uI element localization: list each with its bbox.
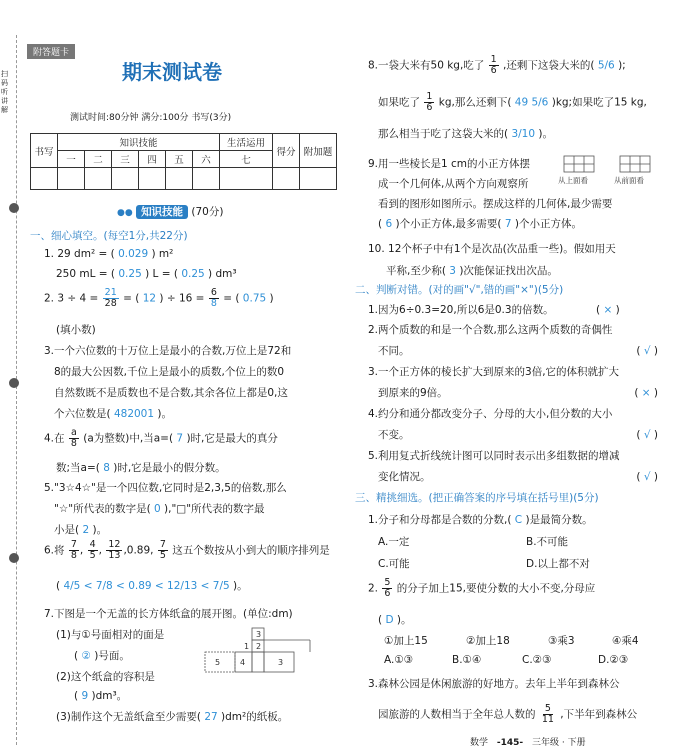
judge-answer[interactable]: ( √ ) [636, 345, 658, 357]
net-label: 5 [215, 658, 221, 667]
section-points: (70分) [191, 206, 224, 218]
q1-a: 1. 29 dm² = ( 0.029 ) m² [44, 248, 174, 260]
q6-answer: ( 4/5 < 7/8 < 0.89 < 12/13 < 7/5 )。 [56, 580, 248, 592]
section-label: 知识技能 [136, 205, 188, 219]
fig-caption-top: 从上面看 [558, 176, 588, 185]
group-knowledge: 知识技能 [58, 134, 220, 151]
judge-item: 2.两个质数的和是一个合数,那么这两个质数的奇偶性 不同。 ( √ ) [368, 320, 658, 362]
blank-cell[interactable] [220, 168, 273, 190]
c2-option-b[interactable]: B.①④ [452, 654, 482, 666]
footer-subject: 数学 [470, 738, 489, 748]
q4-line2: 数;当a=( 8 )时,它是最小的假分数。 [56, 462, 226, 474]
c2-sub-3: ③乘3 [548, 635, 575, 647]
score-table [30, 133, 337, 190]
num-3: 三 [112, 151, 139, 168]
c1-option-b[interactable]: B.不可能 [526, 536, 569, 548]
col-extra: 附加题 [300, 134, 337, 168]
judge-item: 4.约分和通分都改变分子、分母的大小,但分数的大小 不变。 ( √ ) [368, 404, 658, 446]
q10: 10. 12个杯子中有1个是次品(次品重一些)。假如用天 平称,至少称( 3 )次能保证找出次品。 [368, 243, 616, 277]
blank-cell[interactable] [300, 168, 337, 190]
q7-a-ans: ( ② )号面。 [74, 650, 130, 662]
q8-line1: 8.一袋大米有50 kg,吃了 $\frac{1}{6}$ ,还剩下这袋大米的( 5/6 ); [368, 54, 626, 76]
c2-sub-4: ④乘4 [612, 635, 639, 647]
c2-option-c[interactable]: C.②③ [522, 654, 552, 666]
net-label: 3 [256, 630, 262, 639]
judge-answer[interactable]: ( × ) [596, 304, 620, 316]
judge-item: 3.一个正方体的棱长扩大到原来的3倍,它的体积就扩大 到原来的9倍。 ( × ) [368, 362, 658, 404]
c3-line2: 园旅游的人数相当于全年总人数的 $\frac{5}{11}$ ,下半年到森林公 [378, 703, 638, 725]
footer-grade: 三年级 · 下册 [532, 738, 586, 748]
c2-option-d[interactable]: D.②③ [598, 654, 629, 666]
section-1-title: 一、细心填空。(每空1分,共22分) [30, 230, 188, 242]
net-label: 2 [256, 642, 262, 651]
box-net-figure [200, 625, 320, 677]
q8-line2: 如果吃了 $\frac{1}{6}$ kg,那么还剩下( 49 5/6 )kg;如果吃了15 kg, [378, 91, 647, 113]
c1-option-a[interactable]: A.一定 [378, 536, 410, 548]
net-label: 4 [240, 658, 246, 667]
q7-c: (3)制作这个无盖纸盒至少需要( 27 )dm²的纸板。 [56, 711, 289, 723]
q7-title: 7.下图是一个无盖的长方体纸盒的展开图。(单位:dm) [44, 608, 293, 620]
binding-hole [9, 553, 19, 563]
q4-line1: 4.在 $\frac{a}{8}$ (a为整数)中,当a=( 7 )时,它是最大的真分 [44, 427, 278, 449]
q8-line3: 那么相当于吃了这袋大米的( 3/10 )。 [378, 128, 553, 140]
footer-page: -145- [496, 738, 524, 748]
section-2-title: 二、判断对错。(对的画"√",错的画"×")(5分) [355, 284, 564, 296]
blank-cell[interactable] [166, 168, 193, 190]
num-6: 六 [193, 151, 220, 168]
page-title: 期末测试卷 [122, 60, 222, 84]
q2: 2. 3 ÷ 4 = $\frac{21}{28}$ = ( 12 ) ÷ 16 = $\frac{6}{8}$ = ( 0.75 ) [44, 287, 274, 309]
answer-card-badge: 附答题卡 [27, 44, 75, 59]
judge-answer[interactable]: ( √ ) [636, 471, 658, 483]
page-footer [470, 735, 586, 748]
blank-cell[interactable] [58, 168, 85, 190]
num-5: 五 [166, 151, 193, 168]
q3: 3.一个六位数的十万位上是最小的合数,万位上是72和 8的最大公因数,千位上是最小的质数,个位上的数0 自然数既不是质数也不是合数,其余各位上都是0,这 个六位数是( 482001 )。 [44, 345, 292, 420]
test-info: 测试时间:80分钟 满分:100分 书写(3分) [70, 113, 232, 123]
section-header [117, 204, 223, 219]
net-label: 1 [244, 642, 250, 651]
binding-line [16, 35, 17, 745]
c2-answer: ( D )。 [378, 614, 412, 626]
q2-note: (填小数) [56, 324, 96, 336]
net-label: 3 [278, 658, 284, 667]
q7-b: (2)这个纸盒的容积是 [56, 671, 155, 683]
judge-item: 5.利用复式折线统计图可以同时表示出多组数据的增减 变化情况。 ( √ ) [368, 446, 658, 488]
binding-hole [9, 378, 19, 388]
q9: 9.用一些棱长是1 cm的小正方体摆 成一个几何体,从两个方向观察所 看到的图形如图所示。摆成这样的几何体,最少需要 ( 6 )个小正方体,最多需要( 7 )个小正方体。 [368, 158, 613, 230]
col-score: 得分 [273, 134, 300, 168]
view-figures [558, 152, 676, 188]
q7-a: (1)与①号面相对的面是 [56, 629, 165, 641]
dots-icon: ●● [117, 208, 133, 218]
num-2: 二 [85, 151, 112, 168]
judge-answer[interactable]: ( √ ) [636, 429, 658, 441]
q7-b-ans: ( 9 )dm³。 [74, 690, 128, 702]
fig-caption-front: 从前面看 [614, 176, 644, 185]
c1-option-d[interactable]: D.以上都不对 [526, 558, 590, 570]
c3-line1: 3.森林公园是休闲旅游的好地方。去年上半年到森林公 [368, 678, 620, 690]
section-3-title: 三、精挑细选。(把正确答案的序号填在括号里)(5分) [355, 492, 599, 504]
judge-answer[interactable]: ( × ) [634, 387, 658, 399]
blank-cell[interactable] [85, 168, 112, 190]
c2-sub-1: ①加上15 [384, 635, 428, 647]
q1-b: 250 mL = ( 0.25 ) L = ( 0.25 ) dm³ [56, 268, 237, 280]
blank-cell[interactable] [273, 168, 300, 190]
side-label: 扫码听讲解 [1, 70, 8, 114]
blank-cell[interactable] [139, 168, 166, 190]
blank-cell[interactable] [31, 168, 58, 190]
num-7: 七 [220, 151, 273, 168]
c1-option-c[interactable]: C.可能 [378, 558, 410, 570]
binding-hole [9, 203, 19, 213]
blank-cell[interactable] [112, 168, 139, 190]
judge-item: 1.因为6÷0.3=20,所以6是0.3的倍数。 ( × ) [368, 300, 658, 321]
blank-cell[interactable] [193, 168, 220, 190]
q5: 5."3☆4☆"是一个四位数,它同时是2,3,5的倍数,那么 "☆"所代表的数字是( 0 ),"□"所代表的数字最 小是( 2 )。 [44, 482, 287, 536]
c1-question: 1.分子和分母都是合数的分数,( C )是最简分数。 [368, 514, 593, 526]
num-1: 一 [58, 151, 85, 168]
c2-question: 2. $\frac{5}{6}$ 的分子加上15,要使分数的大小不变,分母应 [368, 577, 596, 599]
c2-sub-2: ②加上18 [466, 635, 510, 647]
col-book: 书写 [31, 134, 58, 168]
q6-line1: 6.将 $\frac{7}{8}$ , $\frac{4}{5}$ , $\frac{12}{13}$ ,0.89, $\frac{7}{5}$ 这五个数按从小到大的顺序排列是 [44, 539, 330, 561]
num-4: 四 [139, 151, 166, 168]
group-life: 生活运用 [220, 134, 273, 151]
c2-option-a[interactable]: A.①③ [384, 654, 414, 666]
